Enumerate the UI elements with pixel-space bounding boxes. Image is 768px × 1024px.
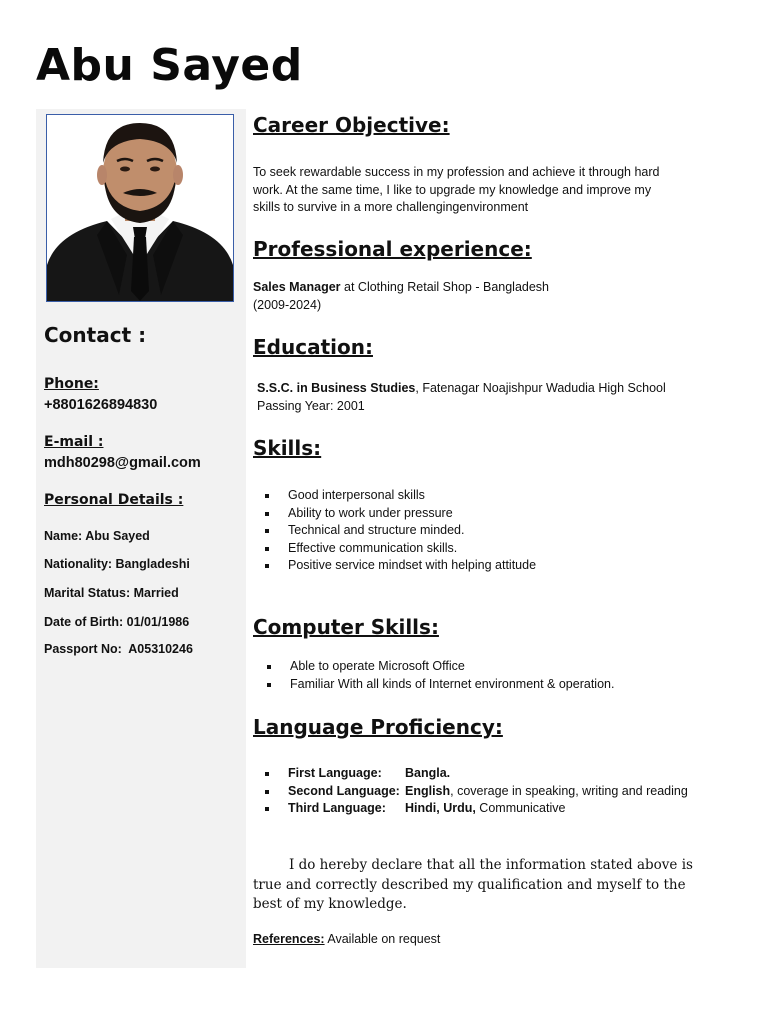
resume-name: Abu Sayed <box>36 40 303 91</box>
skills-heading: Skills: <box>253 436 322 460</box>
education-heading: Education: <box>253 335 373 359</box>
education-degree: S.S.C. in Business Studies <box>257 381 416 395</box>
career-line: work. At the same time, I like to upgrade my knowledge and improve my <box>253 182 652 197</box>
list-item: Familiar With all kinds of Internet environment & operation. <box>253 676 614 694</box>
phone-value[interactable]: +8801626894830 <box>44 397 158 413</box>
sidebar <box>36 109 246 968</box>
phone-label: Phone: <box>44 376 99 392</box>
computer-skills-heading: Computer Skills: <box>253 615 439 639</box>
list-item <box>253 783 688 801</box>
language-note: Communicative <box>475 801 566 816</box>
contact-heading: Contact : <box>44 323 147 347</box>
language-label: Third Language: <box>288 801 386 816</box>
language-heading: Language Proficiency: <box>253 715 503 739</box>
career-line: skills to survive in a more challengingenvironment <box>253 200 529 214</box>
detail-passport: Passport No: A05310246 <box>44 642 193 656</box>
references-label: References: <box>253 932 325 946</box>
detail-date-of-birth: Date of Birth: 01/01/1986 <box>44 615 190 629</box>
personal-details-heading: Personal Details : <box>44 492 184 508</box>
language-list <box>253 765 688 818</box>
experience-place: at Clothing Retail Shop - Bangladesh <box>340 280 550 294</box>
references <box>253 932 440 946</box>
language-value: Hindi, Urdu, <box>405 801 476 816</box>
list-item <box>253 800 688 818</box>
language-value: English <box>405 783 451 798</box>
list-item: Technical and structure minded. <box>253 522 536 540</box>
education-passing-year: Passing Year: 2001 <box>257 398 365 413</box>
language-value: Bangla. <box>405 766 451 780</box>
references-value: Available on request <box>324 932 441 946</box>
education-school: , Fatenagar Noajishpur Wadudia High School <box>415 381 666 395</box>
list-item: Good interpersonal skills <box>253 487 536 505</box>
computer-skills-list <box>253 658 614 693</box>
experience-heading: Professional experience: <box>253 237 532 261</box>
detail-name: Name: Abu Sayed <box>44 529 150 543</box>
list-item: Effective communication skills. <box>253 540 536 558</box>
list-item <box>253 765 688 783</box>
email-value[interactable]: mdh80298@gmail.com <box>44 455 201 471</box>
detail-nationality: Nationality: Bangladeshi <box>44 557 190 571</box>
language-label: Second Language: <box>288 783 400 798</box>
career-objective-text <box>253 164 718 217</box>
email-label: E-mail : <box>44 434 104 450</box>
career-line: To seek rewardable success in my profession and achieve it through hard <box>253 165 660 179</box>
experience-text <box>253 279 718 314</box>
detail-marital-status: Marital Status: Married <box>44 586 179 600</box>
language-note: , coverage in speaking, writing and reading <box>450 783 688 798</box>
experience-role: Sales Manager <box>253 280 341 294</box>
education-text <box>257 380 722 415</box>
list-item: Ability to work under pressure <box>253 505 536 523</box>
skills-list <box>253 487 536 575</box>
list-item: Able to operate Microsoft Office <box>253 658 614 676</box>
declaration-text: I do hereby declare that all the information stated above is true and correctly described my qualification and myself to the best of my knowledge. <box>253 857 693 912</box>
list-item: Positive service mindset with helping attitude <box>253 557 536 575</box>
language-label: First Language: <box>288 766 382 780</box>
experience-years: (2009-2024) <box>253 297 322 312</box>
profile-photo <box>46 114 234 302</box>
career-objective-heading: Career Objective: <box>253 113 450 137</box>
